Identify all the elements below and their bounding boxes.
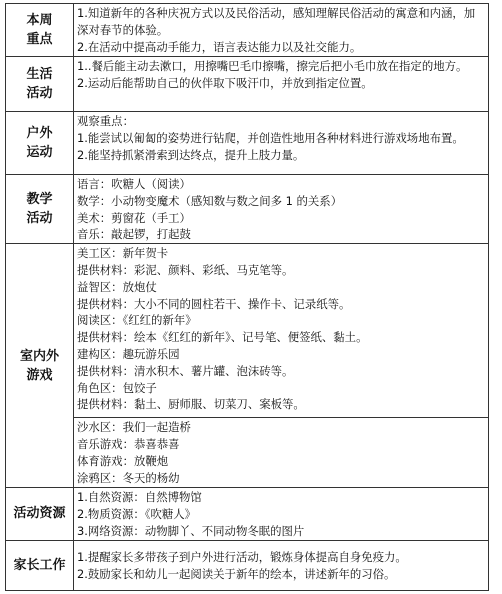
row-content-weekly-focus <box>74 4 489 57</box>
content-line: 3.网络资源：动物脚丫、不同动物冬眠的图片 <box>77 523 305 538</box>
label-text: 活动资源 <box>13 506 66 522</box>
row-parent-work <box>6 540 489 590</box>
content-line: 1.自然资源：自然博物馆 <box>77 490 202 505</box>
content-line: 语言：吹糖人（阅读） <box>77 177 191 191</box>
content-paragraph: 1.知道新年的各种庆祝方式以及民俗活动，感知理解民俗活动的寓意和内涵，加深对春节的体验。 <box>77 6 476 37</box>
content-line: 阅读区：《红红的新年》 <box>77 313 197 328</box>
content-line: 美术：剪窗花（手工） <box>77 210 191 225</box>
content-line: 美工区：新年贺卡 <box>77 246 169 261</box>
label-text: 家长工作 <box>13 557 66 573</box>
row-games-outdoor <box>6 418 489 488</box>
row-label-weekly-focus <box>6 4 74 57</box>
label-text: 本周 重点 <box>26 13 53 47</box>
row-content-outdoor-sports <box>74 112 489 175</box>
row-label-daily-life <box>6 57 74 112</box>
row-label-games <box>6 244 74 488</box>
content-line: 1.提醒家长多带孩子到户外进行活动，锻炼身体提高自身免疫力。 <box>77 549 407 564</box>
content-line: 音乐：敲起锣，打起鼓 <box>77 227 191 242</box>
row-label-parent-work <box>6 540 74 590</box>
content-line: 角色区：包饺子 <box>77 380 157 395</box>
content-line: 数学：小动物变魔术（感知数与数之间多 1 的关系） <box>77 193 343 208</box>
row-label-outdoor-sports <box>6 112 74 175</box>
row-label-teaching <box>6 175 74 244</box>
row-content-games-indoor <box>74 244 489 418</box>
content-line: 提供材料：黏土、厨师服、切菜刀、案板等。 <box>77 397 305 412</box>
row-teaching <box>6 175 489 244</box>
row-content-resources <box>74 488 489 540</box>
row-games <box>6 244 489 418</box>
row-daily-life <box>6 57 489 112</box>
content-line: 建构区：趣玩游乐园 <box>77 346 180 361</box>
label-text: 教学 活动 <box>26 192 53 227</box>
content-paragraph: 2.能坚持抓紧滑索到达终点，提升上肢力量。 <box>77 147 305 162</box>
row-content-parent-work <box>74 540 489 590</box>
label-text: 户外 运动 <box>26 126 53 160</box>
content-paragraph: 观察重点： <box>77 114 134 128</box>
label-text: 生活 活动 <box>26 67 53 101</box>
content-line: 益智区：放炮仗 <box>77 279 157 294</box>
row-label-resources <box>6 488 74 540</box>
content-paragraph: 2.运动后能帮助自己的伙伴取下吸汗巾，并放到指定位置。 <box>77 75 373 90</box>
row-content-games-outdoor <box>74 418 489 488</box>
content-line: 体育游戏：放鞭炮 <box>77 453 169 468</box>
content-line: 涂鸦区：冬天的杨幼 <box>77 470 180 485</box>
content-line: 提供材料：彩泥、颜料、彩纸、马克笔等。 <box>77 262 294 277</box>
content-line: 提供材料：大小不同的圆柱若干、操作卡、记录纸等。 <box>77 296 351 311</box>
content-paragraph: 1..餐后能主动去漱口，用擦嘴巴毛巾擦嘴，擦完后把小毛巾放在指定的地方。 <box>77 59 468 73</box>
plan-table-container <box>5 3 495 591</box>
row-weekly-focus <box>6 4 489 57</box>
content-line: 沙水区：我们一起造桥 <box>77 420 191 435</box>
content-line: 2.鼓励家长和幼儿一起阅读关于新年的绘本，讲述新年的习俗。 <box>77 566 396 581</box>
row-content-daily-life <box>74 57 489 112</box>
content-line: 音乐游戏：恭喜恭喜 <box>77 436 180 451</box>
row-resources <box>6 488 489 540</box>
content-paragraph: 1.能尝试以匍匐的姿势进行钻爬，并创造性地用各种材料进行游戏场地布置。 <box>77 130 464 145</box>
content-line: 2.物质资源：《吹糖人》 <box>77 506 197 521</box>
content-line: 提供材料：清水积木、薯片罐、泡沫砖等。 <box>77 363 294 378</box>
label-text: 室内外 游戏 <box>19 348 59 383</box>
weekly-plan-table <box>5 3 489 591</box>
content-line: 提供材料：绘本《红红的新年》、记号笔、便签纸、黏土。 <box>77 330 368 345</box>
row-outdoor-sports <box>6 112 489 175</box>
content-paragraph: 2.在活动中提高动手能力，语言表达能力以及社交能力。 <box>77 39 362 54</box>
row-content-teaching <box>74 175 489 244</box>
